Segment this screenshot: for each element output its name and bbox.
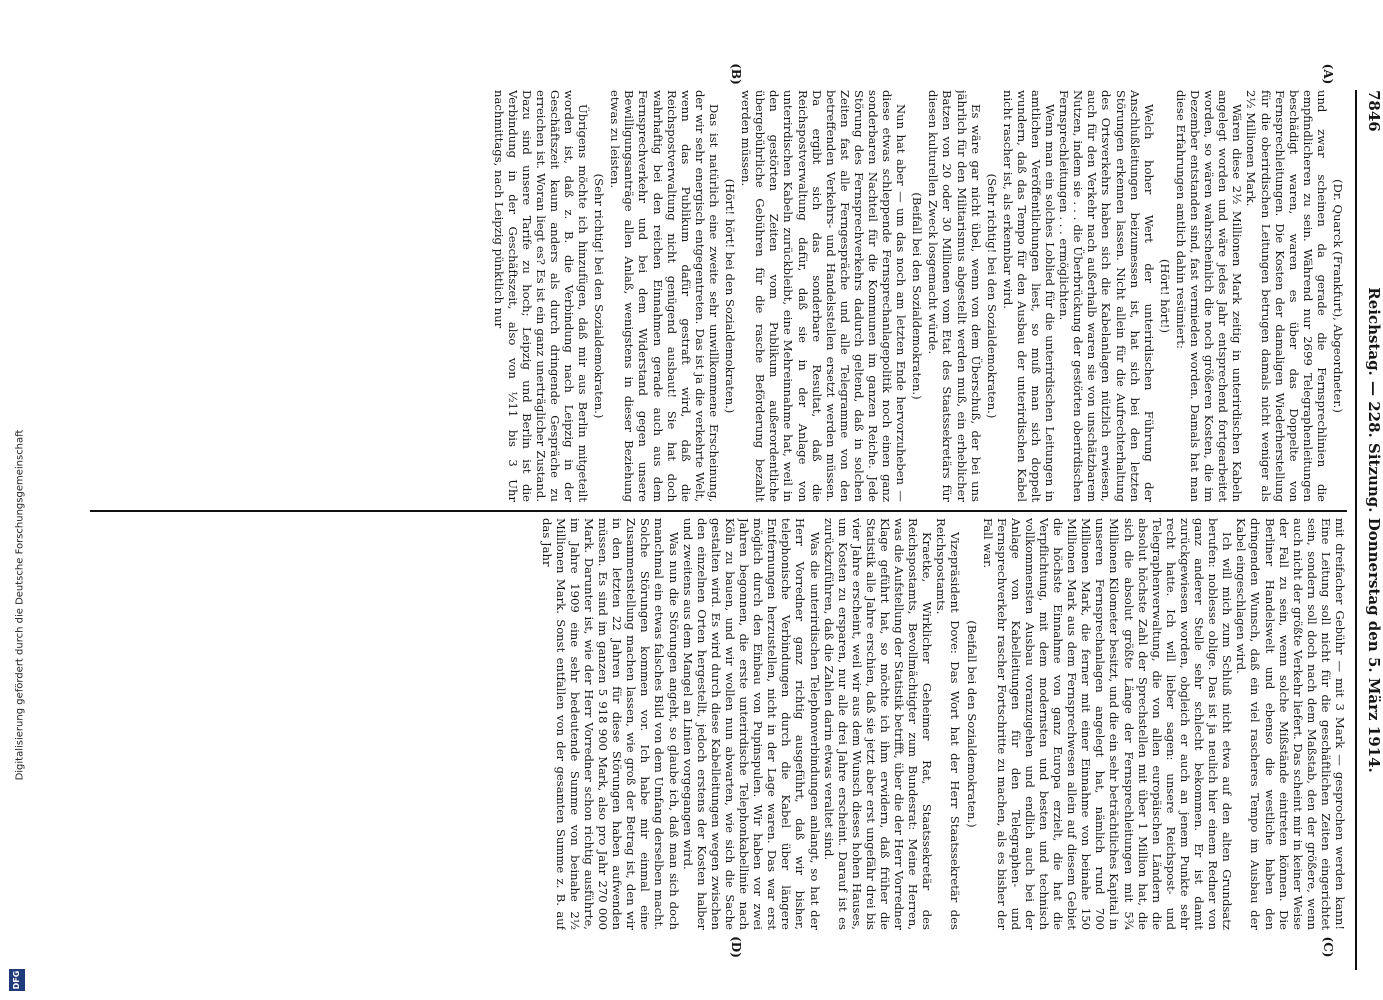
paragraph: und zwar scheinen da gerade die Fernsprechlinien die empfindlicheren zu sein. Während nur 2699 Telegraphenleitungen beschädigt waren, waren es über das Doppelte von Fernsprechleitungen. Die Kosten der damaligen Wiederherstellung für die oberirdischen Leitungen betrugen damals nicht weniger als 2½ Millionen Mark. <box>1244 90 1329 502</box>
right-column <box>90 518 1347 930</box>
interjection: (Hört! hört!) <box>1157 259 1172 333</box>
speaker-line: (Dr. Quarck (Frankfurt), Abgeordneter.) <box>1331 179 1345 413</box>
document-page <box>40 0 1383 1000</box>
paragraph: Das ist natürlich eine zweite sehr unwillkommene Erscheinung, der wir sehr energisch entgegentreten. Das ist ja die verkehrte Welt, wenn das Publikum dafür gestraft wird, daß die Reichspostverwaltung nicht genügend ausbaut! Sie hat doch wahrhaftig bei den reichen Einnahmen gerade auch aus dem Fernsprechverkehr und bei dem Widerstand gegen unsere Bewilligungsanträge allen Anlaß, wenigstens in dieser Beziehung etwas zu leisten. <box>608 90 721 502</box>
margin-mark-c: (C) <box>1321 936 1335 958</box>
paragraph: Wenn man ein solches Loblied für die unterirdischen Leitungen in amtlichen Veröffentlichungen liest, so muß man sich doppelt wundern, daß das Tempo für den Ausbau der unterirdischen Kabel nicht rascher ist, als erkennbar wird. <box>1000 90 1058 502</box>
page-number: 7846 <box>1365 90 1383 132</box>
margin-mark-b: (B) <box>729 63 743 85</box>
paragraph: Wären diese 2½ Millionen Mark zeitig in unterirdischen Kabeln angelegt worden und wäre jedes Jahr entsprechend fortgearbeitet worden, so wären wahrscheinlich die noch größeren Kosten, die im Dezember entstanden sind, fast vermieden worden. Damals hat man diese Erfahrungen amtlich dahin resümiert: <box>1173 90 1245 502</box>
paragraph: Es wäre gar nicht übel, wenn von dem Überschuß, der bei uns jährlich für den Militarismus abgestellt werden muß, ein erheblicher Batzen von 20 oder 30 Millionen vom Etat des Staatssekretärs für diesen kulturellen Zweck losgemacht würde. <box>926 90 983 502</box>
paragraph: Übrigens möchte ich hinzufügen, daß mir aus Berlin mitgeteilt worden ist, daß z. B. die Verbindung nach Leipzig in der Geschäftszeit kaum anders als durch dringende Gespräche zu erreichen ist. Woran liegt es? Es ist ein ganz unerträglicher Zustand. Dazu sind unsere Tarife zu hoch; Leipzig und Berlin ist die Verbindung in der Geschäftszeit, also von ½11 bis 3 Uhr nachmittags, nach Leipzig pünktlich nur <box>491 90 591 502</box>
paragraph: mit dreifacher Gebühr — mit 3 Mark — gesprochen werden kann! Eine Leitung soll nicht für die geschäftlichen Zeiten eingerichtet sein, sondern soll doch nach dem Maßstab, den der größere, wenn auch nicht der größte Verkehr liefert. Das scheint mir in keiner Weise der Fall zu sein, wenn solche Mißstände eintreten können. Die Berliner Handelswelt und ebenso die westliche haben den dringenden Wunsch, daß ein viel rascheres Tempo im Ausbau der Kabel eingeschlagen wird. <box>1234 518 1347 930</box>
running-title: Reichstag. — 228. Sitzung. Donnerstag den 5. März 1914. <box>1365 287 1383 773</box>
paragraph: Was die unterirdischen Telephonverbindungen anlangt, so hat der Herr Vorredner ganz richtig ausgeführt, daß wir bisher, telephonische Verbindungen durch die Kabel über längere Entfernungen herzustellen, nicht in der Lage waren. Das war erst möglich durch den Einbau von Pupinspulen. Wir haben vor zwei Jahren begonnen, die erste unterirdische Telephonkabellinie nach Köln zu bauen, und wir wollen nun abwarten, wie sich die Sache gestalten wird. Es wird durch diese Kabelleitungen wegen zwischen den einzelnen Orten hergestellt, jedoch erstens der Kosten halber und zweitens aus dem Mangel an Linien vorgegangen wird. <box>680 518 822 930</box>
scanned-page <box>40 0 1383 1000</box>
paragraph: Ich will mich zum Schluß nicht etwa auf den alten Grundsatz berufen: noblesse oblige. Das ist ja neulich hier einem Redner von ganz anderer Stelle sehr schlecht bekommen. Er ist damit zurückgewiesen worden, obgleich er auch an jenem Punkte sehr recht hatte. Ich will lieber sagen: unsere Reichspost- und Telegraphenverwaltung, die von allen europäischen Ländern die absolut höchste Zahl der Sprechstellen mit über 1 Million hat, die sich die absolut größte Länge der Fernsprechleitungen mit 5¾ Millionen Kilometer besitzt, und die ein sehr beträchtliches Kapital in unseren Fernsprechanlagen angelegt hat, nämlich rund 700 Millionen Mark, die ferner mit einer Einnahme von beinahe 150 Millionen Mark aus dem Fernsprechwesen allein auf diesem Gebiet die höchste Einnahme von ganz Europa erzielt, die hat die Verpflichtung, mit dem modernsten und besten und technisch vollkommensten Ausbau voranzugehen und endlich auch bei der Anlage von Kabelleitungen für den Telegraphen- und Fernsprechverkehr rascher Fortschritte zu machen, als es bisher der Fall war. <box>980 518 1235 930</box>
paragraph: Was nun die Störungen angeht, so glaube ich, daß man sich doch manchmal ein etwas falsches Bild von dem Umfang derselben macht. Solche Störungen kommen vor. Ich habe mir einmal eine Zusammenstellung machen lassen, wie groß der Betrag ist, den wir in den letzten 22 Jahren für diese Störungen haben aufwenden müssen. Es sind im ganzen 5 918 900 Mark, also pro Jahr 270 000 Mark. Darunter ist, wie der Herr Vorredner schon richtig ausführte, im Jahre 1909 eine sehr bedeutende Summe von beinahe 2½ Millionen Mark. Sonst entfallen von der gesamten Summe z. B. auf das Jahr <box>539 518 681 930</box>
presiding-remark: Vizepräsident Dove: Das Wort hat der Herr Staatssekretär des Reichspostamts. <box>934 518 963 930</box>
header-rule <box>1355 90 1357 970</box>
paragraph: Nun hat aber — um das noch am letzten Ende hervorzuheben — diese etwas schleppende Fernsprechanlagepolitik noch einen ganz sonderbaren Nachteil für die Kommunen im ganzen Reiche. Jede Störung des Fernsprechverkehrs dadurch geltend, daß in solchen Zeiten fast alle Ferngespräche und alle Telegramme von den betreffenden Verkehrs- und Handelsstellen ersetzt werden müssen. Da ergibt sich das sonderbare Resultat, daß die Reichspostverwaltung dafür, daß sie in der Anlage von unterirdischen Kabeln zurückbleibt, eine Mehreinnahme hat, weil in den gestörten Zeiten vom Publikum außerordentliche übergebührliche Gebühren für die rasche Beförderung bezahlt werden müssen. <box>739 90 909 502</box>
interjection: (Beifall bei den Sozialdemokraten.) <box>910 192 925 400</box>
speaker-paragraph: Kraetke, Wirklicher Geheimer Rat, Staatssekretär des Reichspostamts, Bevollmächtigter zum Bundesrat: Meine Herren, was die Aufstellung der Statistik betrifft, über die der Herr Vorredner Klage geführt hat, so möchte ich ihm erwidern, daß früher die Statistik alle Jahre erschien, daß sie jetzt aber erst ungefähr drei bis vier Jahre erscheint, weil wir aus dem Wunsch dieses hohen Hauses, um Kosten zu ersparen, nur alle drei Jahre erscheint. Darauf ist es zurückzuführen, daß die Zahlen darin etwas veraltet sind. <box>821 518 935 930</box>
margin-mark-d: (D) <box>729 936 743 958</box>
page-header <box>1359 90 1383 970</box>
dfg-logo: DFG <box>9 969 25 991</box>
left-column <box>90 90 1347 502</box>
credit-text: Digitalisierung gefördert durch die Deutsche Forschungsgemeinschaft <box>14 429 26 781</box>
quotation: Welch hoher Wert der unterirdischen Führung der Anschlußleitungen beizumessen ist, hat sich bei den letzten Störungen erkennen lassen. Nicht allein für die Aufrechterhaltung des Ortsverkehrs haben sich die Kabelanlagen nützlich erwiesen, auch für den Verkehr nach außerhalb waren sie von unschätzbarem Nutzen, indem sie . . . die Überbrückung der gestörten oberirdischen Fernsprechleitungen . . . ermöglichten. <box>1057 90 1156 502</box>
column-divider <box>90 510 1347 512</box>
interjection: (Sehr richtig! bei den Sozialdemokraten.) <box>592 173 607 419</box>
interjection: (Hört! hört! bei den Sozialdemokraten.) <box>723 178 738 414</box>
interjection: (Sehr richtig! bei den Sozialdemokraten.) <box>984 173 999 419</box>
credit-strip <box>0 0 40 1000</box>
interjection: (Beifall bei den Sozialdemokraten.) <box>964 620 979 828</box>
margin-mark-a: (A) <box>1321 63 1335 85</box>
